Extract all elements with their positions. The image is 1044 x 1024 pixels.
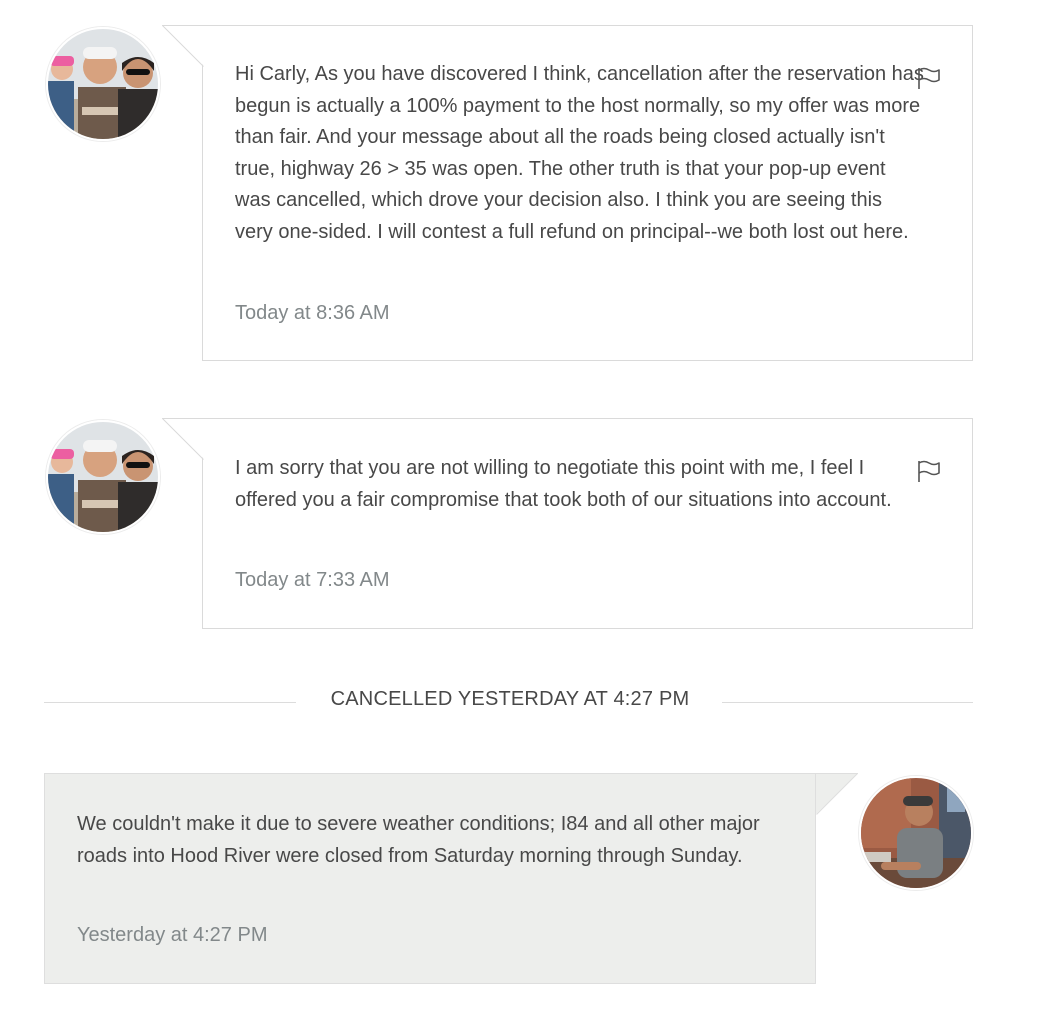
message-timestamp: Today at 7:33 AM [235,569,390,591]
message-bubble [202,418,973,629]
divider-line-right [722,702,973,703]
guest-avatar[interactable] [859,776,973,890]
bubble-tail [162,25,204,67]
message-timestamp: Yesterday at 4:27 PM [77,924,268,946]
host-family-photo [48,29,158,139]
host-avatar[interactable] [46,27,160,141]
bubble-tail [816,773,858,815]
host-family-photo [48,422,158,532]
message-text: We couldn't make it due to severe weather conditions; I84 and all other major roads into Hood River were closed from Saturday morning through Sunday. [77,813,760,867]
flag-icon[interactable] [916,459,942,483]
guest-photo [861,778,971,888]
divider-line-left [44,702,296,703]
flag-icon[interactable] [916,66,942,90]
cancellation-divider-label: CANCELLED YESTERDAY AT 4:27 PM [330,688,690,710]
message-text: Hi Carly, As you have discovered I think, cancellation after the reservation has begun is actually a 100% payment to the host normally, so my offer was more than fair. And your message about all the roads being closed actually isn't true, highway 26 > 35 was open. The other truth is that your pop-up event was cancelled, which drove your decision also. I think you are seeing this very one-sided. I will contest a full refund on principal--we both lost out here. [235,63,924,243]
message-bubble [202,25,973,361]
bubble-tail [162,418,204,460]
message-text: I am sorry that you are not willing to negotiate this point with me, I feel I offered you a fair compromise that took both of our situations into account. [235,457,892,511]
message-timestamp: Today at 8:36 AM [235,302,390,324]
message-bubble [44,773,816,984]
host-avatar[interactable] [46,420,160,534]
